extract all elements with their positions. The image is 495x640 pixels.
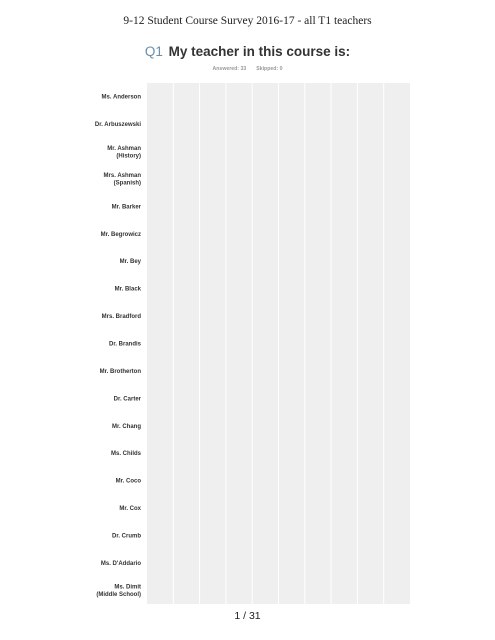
category-label: Mr. Begrowicz [100,231,141,238]
category-label: Mrs. Bradford [101,314,141,321]
answered-count: Answered: 33 [212,66,247,72]
category-label: Mr. Bey [119,259,141,266]
skipped-count: Skipped: 0 [256,66,283,72]
category-label: Dr. Carter [113,396,141,403]
category-label: Ms. Anderson [101,94,141,101]
category-label: Mr. Coco [115,478,141,485]
category-label: Mrs. Ashman (Spanish) [103,173,141,187]
category-label: Ms. Dimit (Middle School) [96,584,141,599]
category-label: Mr. Brotherton [99,368,141,375]
category-label: Mr. Black [114,286,141,293]
category-label: Dr. Arbuszewski [94,122,141,129]
category-label: Ms. D'Addario [100,560,141,567]
category-label: Mr. Ashman (History) [107,145,141,160]
category-label: Mr. Cox [119,506,141,513]
category-label: Mr. Barker [111,204,141,211]
question-number: Q1 [144,44,163,59]
category-label: Dr. Brandis [108,341,141,348]
document-title: 9-12 Student Course Survey 2016-17 - all T1 teachers [123,15,372,27]
page-number: 1 / 31 [234,610,261,622]
category-label: Mr. Chang [111,423,141,430]
category-label: Ms. Childs [110,451,141,458]
question-text: My teacher in this course is: [168,44,351,59]
category-label: Dr. Crumb [111,533,141,540]
